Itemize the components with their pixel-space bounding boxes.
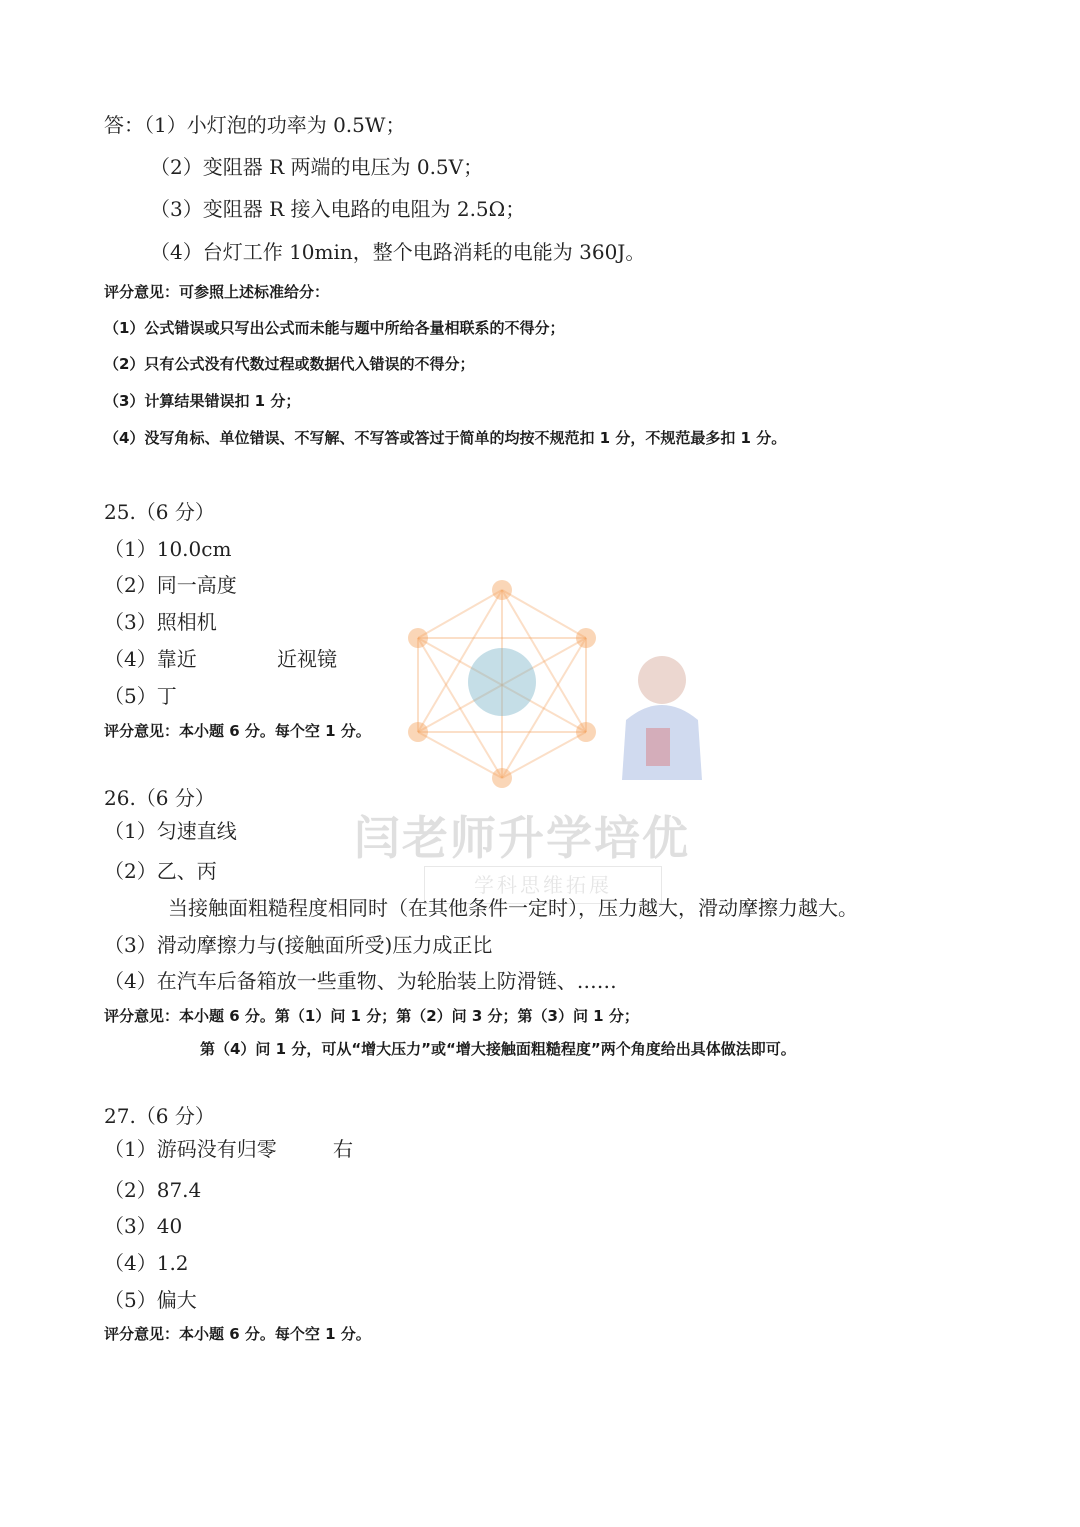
watermark-title: 闫老师升学培优 bbox=[354, 811, 690, 865]
answer-line-3: （3）变阻器 R 接入电路的电阻为 2.5Ω； bbox=[150, 197, 526, 221]
q27-answer-4: （4）1.2 bbox=[104, 1251, 189, 1275]
q26-answer-1: （1）匀速直线 bbox=[104, 819, 237, 843]
q25-answer-4b: 近视镜 bbox=[277, 647, 337, 671]
grading-rule-2: （2）只有公式没有代数过程或数据代入错误的不得分； bbox=[104, 355, 475, 373]
q26-answer-4: （4）在汽车后备箱放一些重物、为轮胎装上防滑链、…… bbox=[104, 969, 617, 993]
q25-answer-1: （1）10.0cm bbox=[104, 537, 232, 561]
answer-line-2: （2）变阻器 R 两端的电压为 0.5V； bbox=[150, 155, 484, 179]
grading-rule-1: （1）公式错误或只写出公式而未能与题中所给各量相联系的不得分； bbox=[104, 319, 565, 337]
q27-answer-1a: （1）游码没有归零 bbox=[104, 1137, 277, 1161]
q26-header: 26.（6 分） bbox=[104, 786, 215, 810]
q25-header: 25.（6 分） bbox=[104, 500, 215, 524]
q25-grading: 评分意见：本小题 6 分。每个空 1 分。 bbox=[104, 722, 371, 740]
q25-answer-5: （5）丁 bbox=[104, 684, 177, 708]
q25-answer-4a: （4）靠近 bbox=[104, 647, 197, 671]
q25-answer-2: （2）同一高度 bbox=[104, 573, 237, 597]
q27-header: 27.（6 分） bbox=[104, 1104, 215, 1128]
watermark-subtitle: 学科思维拓展 bbox=[424, 866, 662, 904]
q26-answer-2: （2）乙、丙 bbox=[104, 859, 217, 883]
grading-title: 评分意见：可参照上述标准给分： bbox=[104, 283, 330, 301]
q25-answer-3: （3）照相机 bbox=[104, 610, 217, 634]
q26-grading-2: 第（4）问 1 分，可从“增大压力”或“增大接触面粗糙程度”两个角度给出具体做法即可。 bbox=[200, 1040, 796, 1058]
q27-answer-3: （3）40 bbox=[104, 1214, 183, 1238]
q27-answer-5: （5）偏大 bbox=[104, 1288, 197, 1312]
q27-grading: 评分意见：本小题 6 分。每个空 1 分。 bbox=[104, 1325, 371, 1343]
q26-answer-3: （3）滑动摩擦力与(接触面所受)压力成正比 bbox=[104, 933, 493, 957]
q26-grading-1: 评分意见：本小题 6 分。第（1）问 1 分；第（2）问 3 分；第（3）问 1 分； bbox=[104, 1007, 639, 1025]
grading-rule-3: （3）计算结果错误扣 1 分； bbox=[104, 392, 301, 410]
q26-answer-2b: 当接触面粗糙程度相同时（在其他条件一定时），压力越大，滑动摩擦力越大。 bbox=[168, 896, 858, 920]
q27-answer-1b: 右 bbox=[333, 1137, 353, 1161]
grading-rule-4: （4）没写角标、单位错误、不写解、不写答或答过于简单的均按不规范扣 1 分，不规范最多扣 1 分。 bbox=[104, 429, 787, 447]
answer-line-4: （4）台灯工作 10min，整个电路消耗的电能为 360J。 bbox=[150, 240, 646, 264]
q27-answer-2: （2）87.4 bbox=[104, 1178, 202, 1202]
answer-line-1: 答：（1）小灯泡的功率为 0.5W； bbox=[104, 113, 406, 137]
